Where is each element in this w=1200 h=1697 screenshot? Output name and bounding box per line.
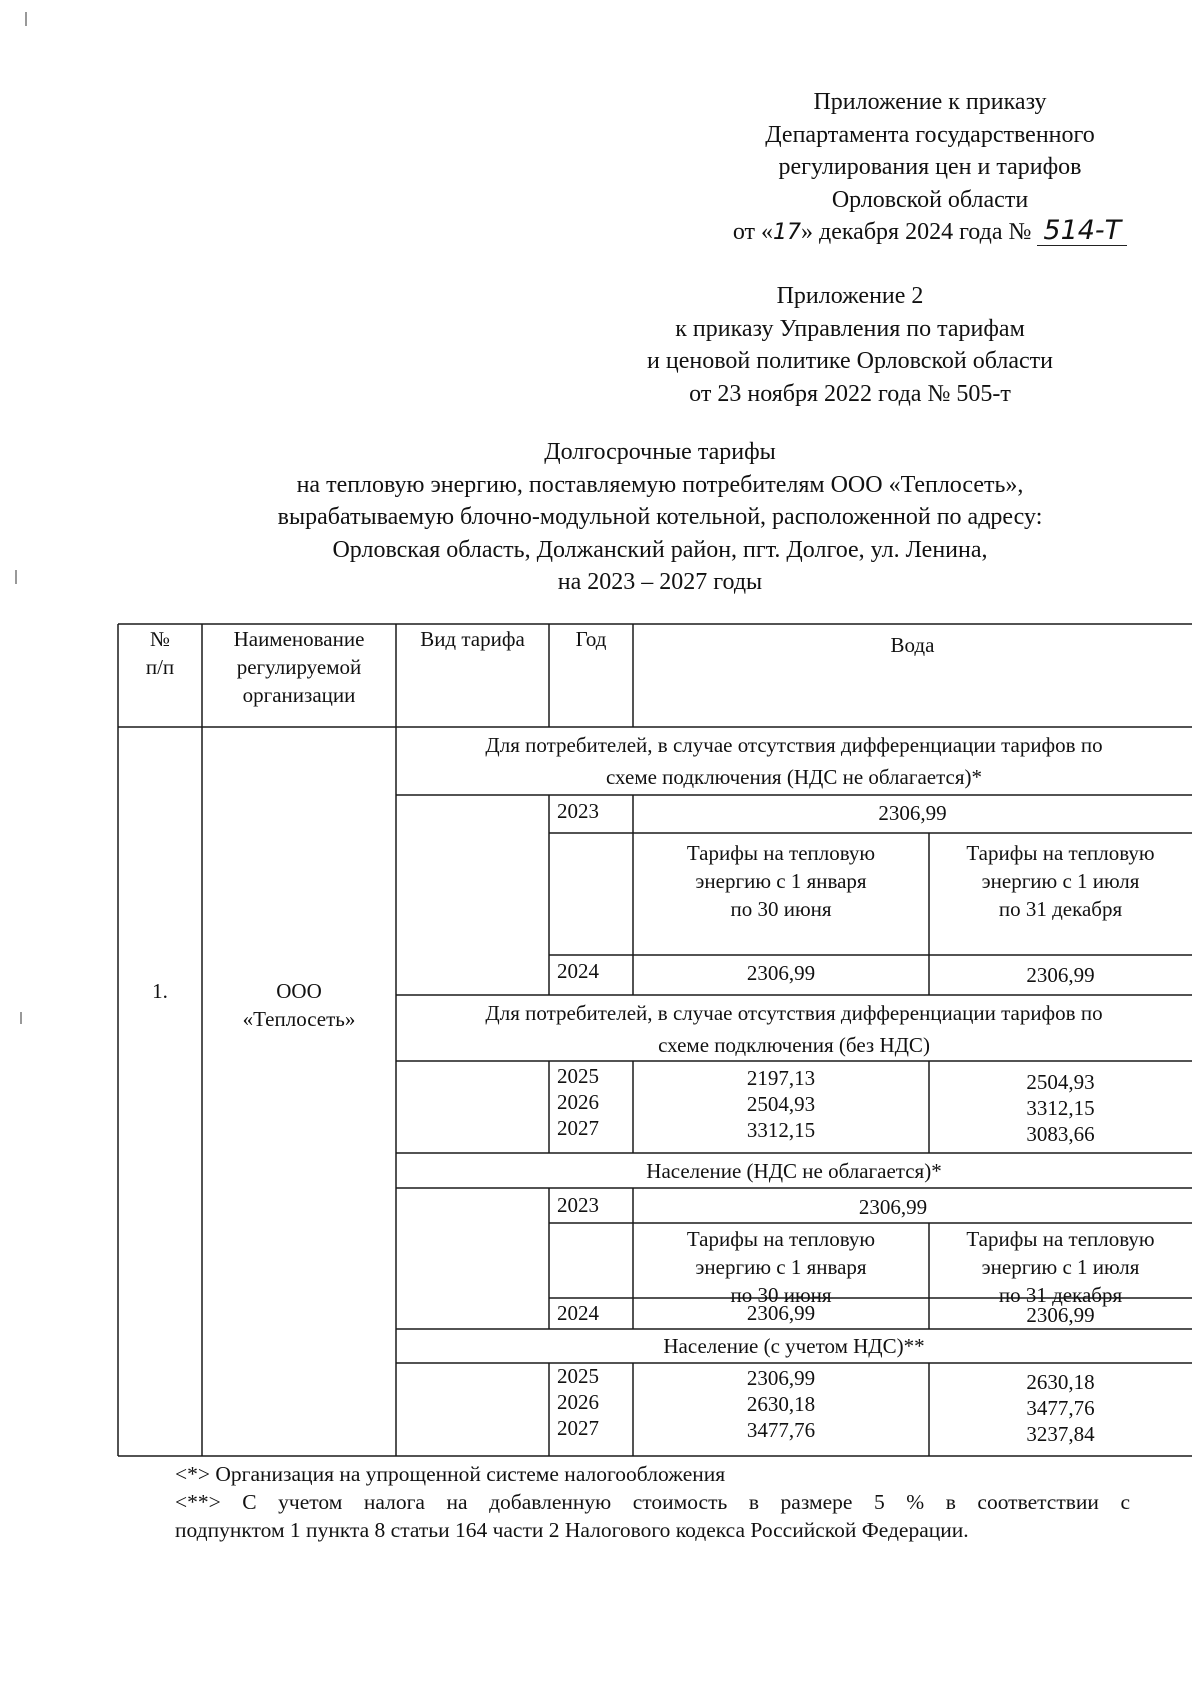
year-cell: 2025	[557, 1064, 599, 1088]
value-cell: 2306,99	[1026, 963, 1095, 987]
footnote: подпунктом 1 пункта 8 статьи 164 части 2 Налогового кодекса Российской Федерации.	[175, 1518, 969, 1542]
title-line: на тепловую энергию, поставляемую потребителям ООО «Теплосеть»,	[296, 471, 1024, 498]
year-cell: 2027	[557, 1116, 599, 1140]
section-header-line: Для потребителей, в случае отсутствия дифференциации тарифов по	[485, 733, 1103, 757]
header-year: Год	[575, 627, 607, 651]
value-cell: 2504,93	[746, 1092, 816, 1116]
half-year-header-second	[929, 1225, 1192, 1309]
handwritten-order-number: 514-Т	[1043, 215, 1122, 246]
approval-line: Приложение 2	[776, 283, 924, 309]
header-organization-line: организации	[242, 683, 356, 707]
year-cell: 2025	[557, 1364, 599, 1388]
half-year-header-line: энергию с 1 июля	[981, 869, 1140, 893]
footnotes	[175, 1460, 1130, 1544]
year-cell: 2027	[557, 1416, 599, 1440]
year-cell: 2026	[557, 1090, 599, 1114]
half-year-header-line: Тарифы на тепловую	[966, 1227, 1155, 1251]
value-cell: 3477,76	[746, 1418, 816, 1442]
value-cell: 3312,15	[746, 1118, 816, 1142]
row-number: 1.	[152, 979, 168, 1003]
value-cell: 2504,93	[1026, 1070, 1095, 1094]
half-year-header-second	[929, 839, 1192, 923]
year-cell: 2026	[557, 1390, 599, 1414]
half-year-header-line: по 31 декабря	[998, 897, 1123, 921]
footnote: <*> Организация на упрощенной системе налогообложения	[175, 1462, 726, 1486]
half-year-header-line: Тарифы на тепловую	[966, 841, 1155, 865]
approval-line: Орловской области	[831, 186, 1029, 213]
title-line: Долгосрочные тарифы	[544, 439, 776, 465]
value-cell: 2306,99	[878, 801, 947, 825]
header-organization	[202, 625, 396, 709]
value-column	[929, 1069, 1192, 1147]
half-year-header-first	[633, 1225, 929, 1309]
value-cell: 2306,99	[746, 1301, 816, 1325]
value-cell: 2197,13	[746, 1066, 816, 1090]
footnote: <**> С учетом налога на добавленную стоимость в размере 5 % в соответствии с	[175, 1490, 1130, 1514]
scan-mark	[25, 12, 27, 26]
half-year-header-line: энергию с 1 июля	[981, 1255, 1140, 1279]
approval-line: Приложение к приказу	[813, 89, 1047, 115]
title-line: вырабатываемую блочно-модульной котельной, расположенной по адресу:	[277, 504, 1043, 530]
header-number-line: №	[149, 627, 171, 651]
header-organization-line: регулируемой	[236, 655, 362, 679]
half-year-header-line: энергию с 1 января	[695, 869, 867, 893]
organization-name	[202, 977, 396, 1033]
value-cell: 3312,15	[1026, 1096, 1095, 1120]
value-column	[633, 1065, 929, 1143]
value-cell: 3477,76	[1026, 1396, 1095, 1420]
section-header	[396, 997, 1192, 1061]
document-title	[160, 436, 1160, 599]
approval-line: регулирования цен и тарифов	[778, 154, 1082, 180]
value-cell: 2306,99	[858, 1195, 928, 1219]
title-line: на 2023 – 2027 годы	[557, 569, 763, 595]
approval-line: от 23 ноября 2022 года № 505-т	[689, 380, 1011, 407]
year-cell: 2023	[557, 799, 599, 823]
value-column	[633, 1365, 929, 1443]
half-year-header-first	[633, 839, 929, 923]
header-organization-line: Наименование	[233, 627, 365, 651]
section-header: Население (НДС не облагается)*	[646, 1159, 942, 1183]
approval-block-original	[620, 280, 1080, 410]
date-prefix: от «	[732, 219, 773, 245]
scan-mark	[15, 570, 17, 584]
section-header	[396, 729, 1192, 793]
value-cell: 2630,18	[1026, 1370, 1095, 1394]
half-year-header-line: Тарифы на тепловую	[686, 1227, 876, 1251]
header-number	[118, 625, 202, 681]
approval-line: Департамента государственного	[765, 121, 1095, 148]
half-year-header-line: по 30 июня	[730, 1283, 832, 1307]
header-tariff-type: Вид тарифа	[420, 627, 525, 651]
half-year-header-line: энергию с 1 января	[695, 1255, 867, 1279]
year-cell: 2023	[557, 1193, 599, 1217]
half-year-header-line: по 31 декабря	[998, 1283, 1123, 1307]
half-year-header-line: по 30 июня	[730, 897, 832, 921]
section-header-line: схеме подключения (без НДС)	[658, 1033, 930, 1057]
value-cell: 2630,18	[746, 1392, 816, 1416]
value-column	[929, 1369, 1192, 1447]
half-year-header-line: Тарифы на тепловую	[686, 841, 876, 865]
organization-name-line: ООО	[276, 979, 322, 1003]
year-cell: 2024	[557, 959, 599, 983]
value-cell: 3237,84	[1026, 1422, 1095, 1446]
approval-block-current	[700, 86, 1160, 250]
value-cell: 2306,99	[746, 961, 816, 985]
header-water: Вода	[890, 633, 935, 657]
tariff-table	[117, 623, 1192, 1457]
year-column	[557, 1063, 599, 1141]
value-cell: 2306,99	[746, 1366, 816, 1390]
approval-line: к приказу Управления по тарифам	[675, 315, 1025, 342]
header-number-line: п/п	[145, 655, 175, 679]
section-header-line: Для потребителей, в случае отсутствия дифференциации тарифов по	[485, 1001, 1103, 1025]
organization-name-line: «Теплосеть»	[242, 1007, 356, 1031]
approval-line: и ценовой политике Орловской области	[647, 348, 1053, 374]
year-cell: 2024	[557, 1301, 599, 1325]
value-cell: 3083,66	[1026, 1122, 1095, 1146]
year-column	[557, 1363, 599, 1441]
order-number-field	[1037, 215, 1127, 246]
value-cell: 2306,99	[1026, 1303, 1095, 1327]
date-suffix: » декабря 2024 года №	[801, 219, 1032, 245]
section-header-line: схеме подключения (НДС не облагается)*	[605, 765, 983, 789]
scan-mark	[20, 1012, 22, 1024]
approval-date-line	[700, 216, 1160, 250]
section-header: Население (с учетом НДС)**	[663, 1334, 925, 1358]
handwritten-day: 17	[773, 220, 801, 245]
title-line: Орловская область, Должанский район, пгт. Долгое, ул. Ленина,	[332, 536, 988, 563]
